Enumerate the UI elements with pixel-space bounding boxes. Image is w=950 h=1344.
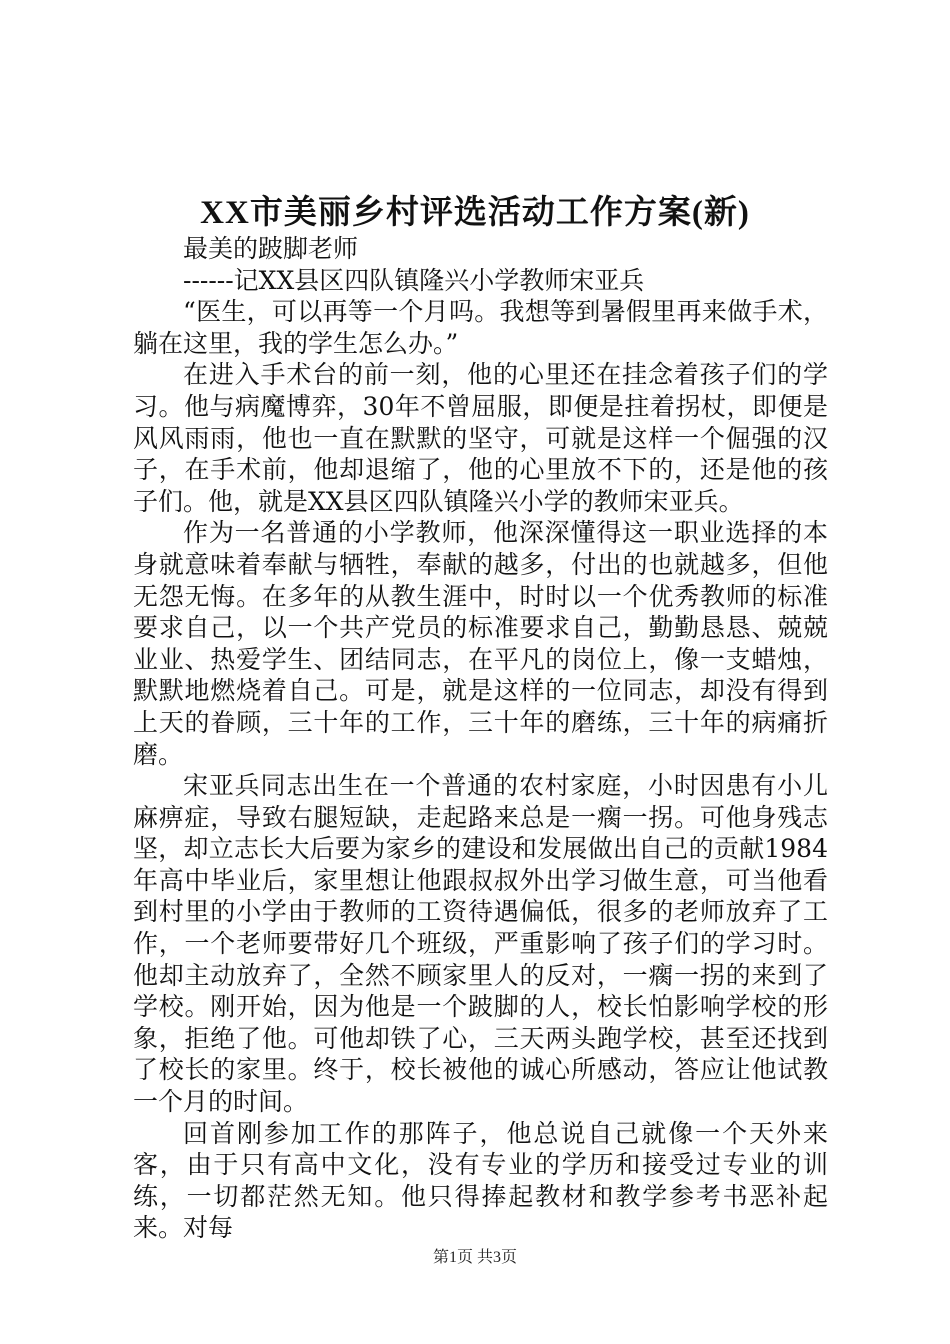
paragraph: 在进入手术台的前一刻，他的心里还在挂念着孩子们的学习。他与病魔博弈，30年不曾屈服，即便是拄着拐杖，即便是风风雨雨，他也一直在默默的坚守，可就是这样一个倔强的汉子，在手术前，他却退缩了，他的心里放不下的，还是他的孩子们。他，就是XX县区四队镇隆兴小学的教师宋亚兵。 xyxy=(133,360,828,516)
paragraph: 回首刚参加工作的那阵子，他总说自己就像一个天外来客，由于只有高中文化，没有专业的学历和接受过专业的训练，一切都茫然无知。他只得捧起教材和教学参考书恶补起来。对每 xyxy=(133,1118,828,1243)
document-subtitle: 最美的跛脚老师 xyxy=(183,234,359,263)
document-byline: ------记XX县区四队镇隆兴小学教师宋亚兵 xyxy=(183,265,645,295)
paragraph: 宋亚兵同志出生在一个普通的农村家庭，小时因患有小儿麻痹症，导致右腿短缺，走起路来总是一瘸一拐。可他身残志坚，却立志长大后要为家乡的建设和发展做出自己的贡献1984年高中毕业后，家里想让他跟叔叔外出学习做生意，可当他看到村里的小学由于教师的工资待遇偏低，很多的老师放弃了工作，一个老师要带好几个班级，严重影响了孩子们的学习时。他却主动放弃了，全然不顾家里人的反对，一瘸一拐的来到了学校。刚开始，因为他是一个跛脚的人，校长怕影响学校的形象，拒绝了他。可他却铁了心，三天两头跑学校，甚至还找到了校长的家里。终于，校长被他的诚心所感动，答应让他试教一个月的时间。 xyxy=(133,771,828,1117)
document-title: XX市美丽乡村评选活动工作方案(新) xyxy=(200,195,750,231)
page-footer: 第1页 共3页 xyxy=(432,1249,517,1266)
paragraph: 作为一名普通的小学教师，他深深懂得这一职业选择的本身就意味着奉献与牺牲，奉献的越多，付出的也就越多，但他无怨无悔。在多年的从教生涯中，时时以一个优秀教师的标准要求自己，以一个共产党员的标准要求自己，勤勤恳恳、兢兢业业、热爱学生、团结同志，在平凡的岗位上，像一支蜡烛，默默地燃烧着自己。可是，就是这样的一位同志，却没有得到上天的眷顾，三十年的工作，三十年的磨练，三十年的病痛折磨。 xyxy=(133,518,828,769)
paragraph: “医生，可以再等一个月吗。我想等到暑假里再来做手术，躺在这里，我的学生怎么办。” xyxy=(133,297,828,358)
document-body xyxy=(133,233,828,1244)
